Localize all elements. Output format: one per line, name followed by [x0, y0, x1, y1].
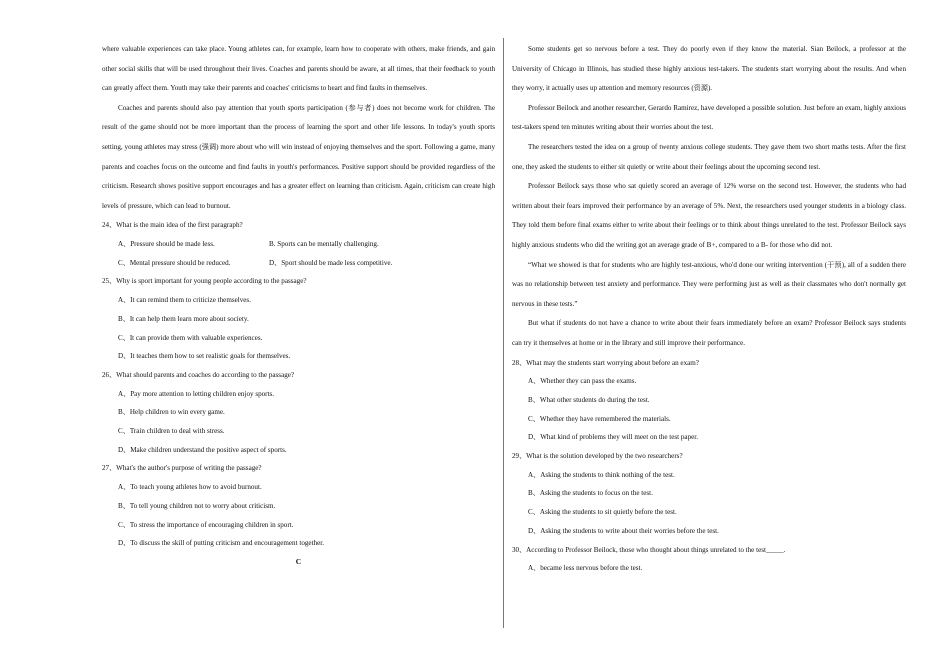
passage-c-paragraph-3: The researchers tested the idea on a group of twenty anxious college students. They gave them two short maths tests. After the first one, they asked the students to either sit quietly or write about their feelings about the upcoming second test.: [512, 142, 906, 171]
question-29-option-c[interactable]: C、Asking the students to sit quietly before the test.: [528, 508, 677, 517]
question-25-option-d[interactable]: D、It teaches them how to set realistic goals for themselves.: [118, 352, 291, 361]
right-column: [512, 40, 906, 578]
question-27-stem: 27、What's the author's purpose of writing the passage?: [102, 464, 262, 473]
question-30-stem: 30、According to Professor Beilock, those who thought about things unrelated to the test_____.: [512, 545, 786, 554]
question-26-option-d[interactable]: D、Make children understand the positive aspect of sports.: [118, 445, 287, 454]
question-26-option-c[interactable]: C、Train children to deal with stress.: [118, 427, 225, 436]
passage-c-paragraph-6: But what if students do not have a chance to write about their fears immediately before an exam? Professor Beilock says students can try it themselves at home or in the library and still improve their performance.: [512, 319, 906, 347]
question-24-option-a[interactable]: A、Pressure should be made less.: [118, 240, 215, 249]
question-29: [512, 447, 906, 541]
question-28: [512, 354, 906, 448]
question-25: [102, 272, 495, 366]
question-27: [102, 459, 495, 553]
question-26-option-b[interactable]: B、Help children to win every game.: [118, 408, 225, 417]
question-28-option-c[interactable]: C、Whether they have remembered the materials.: [528, 414, 671, 423]
question-24-option-d[interactable]: D、Sport should be made less competitive.: [269, 258, 393, 267]
question-26-option-a[interactable]: A、Pay more attention to letting children enjoy sports.: [118, 389, 275, 398]
passage-c-paragraph-1: Some students get so nervous before a test. They do poorly even if they know the material. Sian Beilock, a professor at the University of Chicago in Illinois, has studied these highly anxious test-takers. The students start worrying about the results. And when they worry, it actually uses up attention and memory resources (资源).: [512, 45, 906, 93]
question-27-option-c[interactable]: C、To stress the importance of encouraging children in sport.: [118, 520, 294, 529]
question-24-options-row-2: [102, 254, 495, 273]
question-28-option-d[interactable]: D、What kind of problems they will meet on the test paper.: [528, 433, 699, 442]
question-27-option-a[interactable]: A、To teach young athletes how to avoid burnout.: [118, 483, 262, 492]
question-25-option-a[interactable]: A、It can remind them to criticize themselves.: [118, 296, 251, 305]
passage-c-paragraph-4: Professor Beilock says those who sat quietly scored an average of 12% worse on the second test. However, the students who had written about their fears improved their performance by an average of 5%. Next, the researchers used younger students in a biology class. They told them before final exams either to write about their feelings or to think about things unrelated to the test. Professor Beilock says highly anxious students who did the writing got an average grade of B+, compared to a B- for those who did not.: [512, 182, 906, 249]
question-24-stem: 24、What is the main idea of the first paragraph?: [102, 221, 243, 230]
column-divider: [503, 38, 504, 628]
passage-c-paragraph-5: “What we showed is that for students who are highly test-anxious, who'd done our writing intervention (干预), all of a sudden there was no relationship between test anxiety and performance. They were performing just as well as their classmates who don't normally get nervous in these tests.”: [512, 260, 906, 308]
question-30-option-a[interactable]: A、became less nervous before the test.: [528, 564, 643, 573]
question-29-stem: 29、What is the solution developed by the two researchers?: [512, 452, 683, 461]
passage-b-paragraph-2: Coaches and parents should also pay attention that youth sports participation (参与者) does not become work for children. The result of the game should not be more important than the process of learning the sport and other life lessons. In today's youth sports setting, young athletes may stress (强调) more about who will win instead of enjoying themselves and the sport. Following a game, many parents and coaches focus on the outcome and find faults in youth's performances. Positive support should be provided regardless of the criticism. Research shows positive support encourages and has a greater effect on learning than criticism. Again, criticism can create high levels of pressure, which can lead to burnout.: [102, 103, 495, 210]
question-29-option-b[interactable]: B、Asking the students to focus on the test.: [528, 489, 653, 498]
question-27-option-b[interactable]: B、To tell young children not to worry about criticism.: [118, 501, 276, 510]
question-25-option-b[interactable]: B、It can help them learn more about society.: [118, 314, 249, 323]
question-28-stem: 28、What may the students start worrying about before an exam?: [512, 358, 699, 367]
question-26-stem: 26、What should parents and coaches do according to the passage?: [102, 370, 295, 379]
question-28-option-b[interactable]: B、What other students do during the test.: [528, 395, 650, 404]
question-24-options-row-1: [102, 235, 495, 254]
section-label-c: C: [295, 557, 302, 566]
question-24-option-c[interactable]: C、Mental pressure should be reduced.: [118, 258, 231, 267]
question-25-stem: 25、Why is sport important for young people according to the passage?: [102, 277, 307, 286]
left-column: [102, 40, 495, 571]
question-26: [102, 366, 495, 460]
question-30: [512, 541, 906, 578]
question-27-option-d[interactable]: D、To discuss the skill of putting criticism and encouragement together.: [118, 539, 324, 548]
question-29-option-d[interactable]: D、Asking the students to write about their worries before the test.: [528, 526, 719, 535]
passage-b-paragraph-1: where valuable experiences can take place. Young athletes can, for example, learn how to cooperate with others, make friends, and gain other social skills that will be used throughout their lives. Coaches and parents should be aware, at all times, that their feedback to youth can greatly affect them. Youth may take their parents and coaches' criticisms to heart and find faults in themselves.: [102, 45, 495, 93]
passage-c-paragraph-2: Professor Beilock and another researcher, Gerardo Ramirez, have developed a possible solution. Just before an exam, highly anxious test-takers spend ten minutes writing about their worries about the test.: [512, 103, 906, 132]
question-25-option-c[interactable]: C、It can provide them with valuable experiences.: [118, 333, 263, 342]
question-24: [102, 216, 495, 272]
question-24-option-b[interactable]: B. Sports can be mentally challenging.: [269, 240, 379, 249]
question-28-option-a[interactable]: A、Whether they can pass the exams.: [528, 377, 637, 386]
question-29-option-a[interactable]: A、Asking the students to think nothing of the test.: [528, 470, 675, 479]
